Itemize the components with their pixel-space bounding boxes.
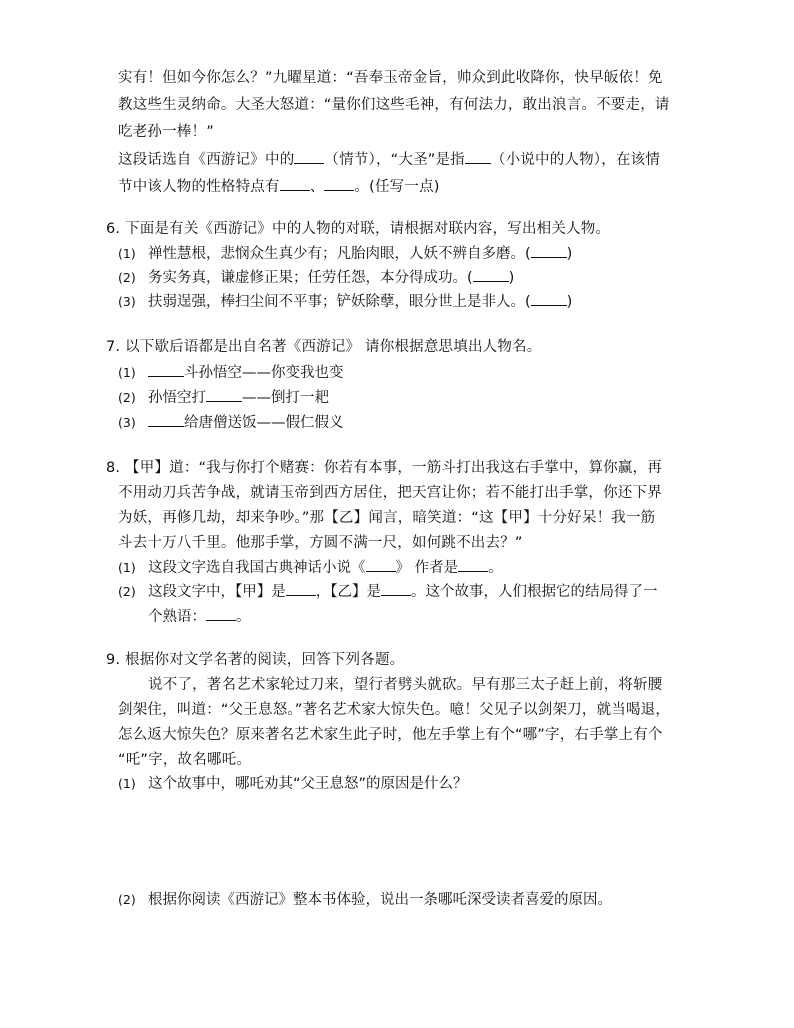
- q9-passage-line-4: “吒”字，故名哪吒。: [118, 752, 252, 768]
- proverb-text: 斗孙悟空——你变我也变: [184, 365, 344, 381]
- answer-blank-yi[interactable]: [381, 581, 411, 596]
- q8-s2-text-e: 。: [236, 609, 251, 625]
- answer-blank-book[interactable]: [366, 557, 396, 572]
- item-number: (1): [118, 246, 136, 261]
- q5-text-d: 节中该人物的性格特点有: [118, 179, 280, 195]
- item-number: (2): [118, 584, 136, 599]
- q9-sub-2-text: 根据你阅读《西游记》整本书体验，说出一条哪吒深受读者喜爱的原因。: [148, 892, 612, 908]
- close-paren: ): [566, 294, 573, 310]
- q8-s2-text-b: ，【乙】是: [315, 584, 381, 600]
- item-number: (2): [118, 892, 136, 907]
- close-paren: ): [566, 246, 573, 262]
- item-number: (1): [118, 560, 136, 575]
- q7-item-1: [118, 362, 344, 383]
- close-paren: ): [508, 270, 515, 286]
- q6-stem: 6. 下面是有关《西游记》中的人物的对联，请根据对联内容，写出相关人物。: [106, 221, 611, 237]
- couplet-text: 扶弱逞强，棒扫尘间不平事；铲妖除孽，眼分世上是非人。(: [148, 294, 531, 310]
- answer-blank-trait-2[interactable]: [324, 176, 354, 191]
- couplet-text: 务实务真，谦虚修正果；任劳任怨，本分得成功。(: [148, 270, 473, 286]
- q5-text-b: （情节），“大圣”是指: [324, 152, 465, 168]
- q5-text-c: （小说中的人物），在该情: [490, 152, 661, 168]
- q9-answer-area-1[interactable]: [148, 800, 708, 880]
- q6-item-1: [118, 243, 572, 264]
- answer-blank[interactable]: [148, 362, 184, 377]
- q6-item-2: [118, 267, 514, 288]
- q9-sub-1-text: 这个故事中，哪吒劝其“父王息怒”的原因是什么？: [148, 776, 468, 792]
- q7-item-3: [118, 412, 344, 433]
- q8-sub-2: [118, 581, 658, 602]
- q8-s1-text-b: 》 作者是: [395, 560, 459, 576]
- q5-text-a: 这段话选自《西游记》中的: [118, 152, 295, 168]
- q5-question-line-2: [118, 176, 440, 197]
- q9-passage-line-2: 剑架住，叫道：“父王息怒。”著名艺术家大惊失色。噫！父见子以剑架刀，就当喝退，: [118, 702, 671, 718]
- q8-passage-line-2: 不用动刀兵苦争战，就请玉帝到西方居住，把天宫让你；若不能打出手掌，你还下界: [118, 485, 662, 501]
- answer-blank-trait-1[interactable]: [280, 176, 310, 191]
- q9-passage-line-1: 说不了，著名艺术家轮过刀来，望行者劈头就砍。早有那三太子赶上前，将斩腰: [148, 677, 663, 693]
- q5-text-e: 、: [309, 179, 325, 195]
- answer-blank-character[interactable]: [465, 149, 491, 164]
- q9-stem: 9. 根据你对文学名著的阅读，回答下列各题。: [106, 652, 405, 668]
- answer-blank[interactable]: [473, 267, 509, 282]
- passage-line-3: 吃老孙一棒！”: [118, 124, 214, 140]
- q8-passage-line-4: 斗去十万八千里。他那手掌，方圆不满一尺，如何跳不出去？”: [118, 535, 523, 551]
- q8-s1-text-a: 这段文字选自我国古典神话小说《: [148, 560, 366, 576]
- proverb-text-a: 孙悟空打: [148, 390, 206, 406]
- q8-s1-text-c: 。: [488, 560, 503, 576]
- q9-passage-line-3: 怎么返大惊失色？原来著名艺术家生此子时，他左手掌上有个“哪”字，右手掌上有个: [118, 727, 663, 743]
- proverb-text-b: ——倒打一耙: [242, 390, 329, 406]
- item-number: (1): [118, 365, 136, 380]
- q7-stem: 7. 以下歇后语都是出自名著《西游记》 请你根据意思填出人物名。: [106, 339, 542, 355]
- answer-blank[interactable]: [531, 243, 567, 258]
- q9-sub-2: [118, 890, 612, 910]
- q5-text-f: 。(任写一点): [354, 179, 440, 195]
- q8-sub-1: [118, 557, 503, 578]
- item-number: (3): [118, 294, 136, 309]
- answer-blank[interactable]: [531, 291, 567, 306]
- passage-line-1: 实有！但如今你怎么？”九曜星道：“吾奉玉帝金旨，帅众到此收降你，快早皈依！免: [118, 70, 663, 86]
- item-number: (1): [118, 776, 136, 791]
- q9-answer-area-2[interactable]: [148, 916, 708, 996]
- item-number: (2): [118, 270, 136, 285]
- proverb-text: 给唐僧送饭——假仁假义: [184, 415, 344, 431]
- q8-s2-text-a: 这段文字中，【甲】是: [148, 584, 286, 600]
- item-number: (3): [118, 415, 136, 430]
- couplet-text: 禅性慧根，悲悯众生真少有；凡胎肉眼，人妖不辨自多磨。(: [148, 246, 531, 262]
- answer-blank-author[interactable]: [458, 557, 488, 572]
- q8-passage-line-3: 为妖，再修几劫，却来争吵。”那【乙】闻言，暗笑道：“这【甲】十分好呆！我一筋: [118, 510, 656, 526]
- q9-sub-1: [118, 774, 468, 794]
- q8-s2-text-d: 个熟语：: [148, 609, 206, 625]
- answer-blank-idiom[interactable]: [206, 606, 236, 621]
- q7-item-2: [118, 387, 329, 408]
- q5-question-line-1: [118, 149, 660, 170]
- answer-blank[interactable]: [148, 412, 184, 427]
- answer-blank[interactable]: [206, 387, 242, 402]
- q8-passage-line-1: 8. 【甲】道：“我与你打个赌赛：你若有本事，一筋斗打出我这右手掌中，算你赢，再: [106, 460, 662, 476]
- q8-s2-text-c: 。这个故事，人们根据它的结局得了一: [411, 584, 658, 600]
- passage-line-2: 教这些生灵纳命。大圣大怒道：“量你们这些毛神，有何法力，敢出浪言。不要走，请: [118, 97, 670, 113]
- q6-item-3: [118, 291, 572, 312]
- q8-sub-2-cont: [148, 606, 251, 627]
- item-number: (2): [118, 390, 136, 405]
- answer-blank-episode[interactable]: [294, 149, 324, 164]
- answer-blank-jia[interactable]: [286, 581, 316, 596]
